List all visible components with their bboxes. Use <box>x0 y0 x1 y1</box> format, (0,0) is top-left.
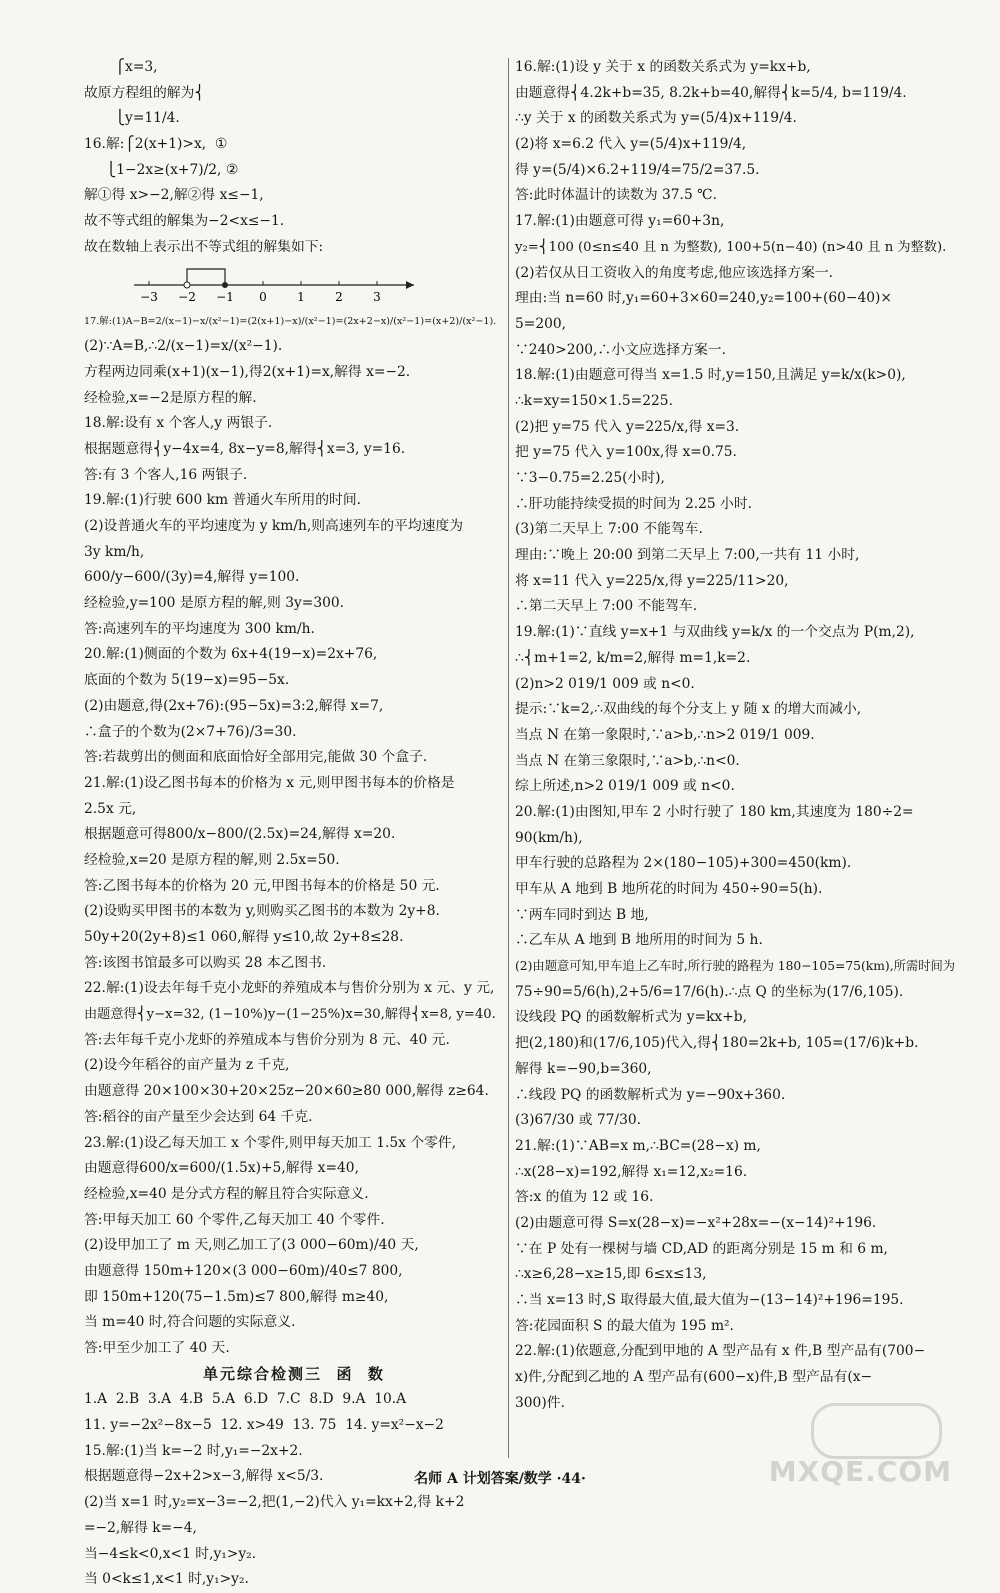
left-column-line: 答:甲至少加工了 40 天. <box>84 1340 230 1356</box>
axis-tick-label: −2 <box>178 289 196 304</box>
left-column-line: 当 0<k≤1,x<1 时,y₁>y₂. <box>84 1571 249 1588</box>
left-column-line: (2)当 x=1 时,y₂=x−3=−2,把(1,−2)代入 y₁=kx+2,得 k+2 <box>84 1494 465 1511</box>
number-line-figure <box>84 261 504 309</box>
left-column-line: 19.解:(1)行驶 600 km 普通火车所用的时间. <box>84 492 362 509</box>
left-column-line: (2)由题意,得(2x+76):(95−5x)=3:2,解得 x=7, <box>84 697 384 714</box>
right-column-line: 18.解:(1)由题意可得当 x=1.5 时,y=150,且满足 y=k/x(k>0), <box>515 367 906 384</box>
left-column-line: =−2,解得 k=−4, <box>84 1519 197 1536</box>
right-column-line: ∴k=xy=150×1.5=225. <box>515 392 673 409</box>
left-column-line: 经检验,x=20 是原方程的解,则 2.5x=50. <box>84 851 340 868</box>
right-column-line: 甲车从 A 地到 B 地所花的时间为 450÷90=5(h). <box>515 881 823 897</box>
left-column-line: 11. y=−2x²−8x−5 12. x>49 13. 75 14. y=x²−x−2 <box>84 1417 444 1434</box>
left-column-line: 20.解:(1)侧面的个数为 6x+4(19−x)=2x+76, <box>84 646 378 663</box>
right-column-line: ∴y 关于 x 的函数关系式为 y=(5/4)x+119/4. <box>515 110 797 127</box>
right-column-line: 300)件. <box>515 1394 565 1411</box>
left-column-line: (2)设普通火车的平均速度为 y km/h,则高速列车的平均速度为 <box>84 518 464 534</box>
left-column-line: 答:稻谷的亩产量至少会达到 64 千克. <box>84 1108 313 1125</box>
right-column-line: ∴当 x=13 时,S 取得最大值,最大值为−(13−14)²+196=195. <box>515 1292 904 1308</box>
right-column-line: (2)把 y=75 代入 y=225/x,得 x=3. <box>515 418 740 435</box>
left-column-line: ∴盒子的个数为(2×7+76)/3=30. <box>84 723 297 740</box>
left-column-line: 底面的个数为 5(19−x)=95−5x. <box>84 672 290 689</box>
right-column-line: 将 x=11 代入 y=225/x,得 y=225/11>20, <box>515 572 789 589</box>
page-footer: 名师 A 计划答案/数学 ·44· <box>414 1471 586 1487</box>
left-column-line: 当−4≤k<0,x<1 时,y₁>y₂. <box>84 1545 257 1562</box>
right-column-line: 16.解:(1)设 y 关于 x 的函数关系式为 y=kx+b, <box>515 59 811 75</box>
left-column-line: 由题意得600/x=600/(1.5x)+5,解得 x=40, <box>84 1160 359 1177</box>
closed-endpoint <box>222 282 228 288</box>
left-column-line: 答:该图书馆最多可以购买 28 本乙图书. <box>84 954 327 971</box>
left-column-line: 1.A 2.B 3.A 4.B 5.A 6.D 7.C 8.D 9.A 10.A <box>84 1391 407 1408</box>
right-column-line: 综上所述,n>2 019/1 009 或 n<0. <box>515 778 735 795</box>
left-column-line: 经检验,y=100 是原方程的解,则 3y=300. <box>84 595 345 612</box>
right-column-line: 当点 N 在第一象限时,∵a>b,∴n>2 019/1 009. <box>515 726 815 743</box>
right-column-line: ∴肝功能持续受损的时间为 2.25 小时. <box>515 495 753 512</box>
axis-tick-label: −3 <box>140 289 158 304</box>
right-column-line: 设线段 PQ 的函数解析式为 y=kx+b, <box>515 1009 747 1026</box>
right-column-line: ∴⎨m+1=2, k/m=2,解得 m=1,k=2. <box>515 649 751 666</box>
right-column-line: 由题意得⎨4.2k+b=35, 8.2k+b=40,解得⎨k=5/4, b=119/4. <box>515 84 907 101</box>
right-column-line: 75÷90=5/6(h),2+5/6=17/6(h).∴点 Q 的坐标为(17/6,105). <box>515 983 904 1000</box>
left-column-line: 经检验,x=40 是分式方程的解且符合实际意义. <box>84 1185 369 1202</box>
right-column-line: 17.解:(1)由题意可得 y₁=60+3n, <box>515 213 725 230</box>
left-column-line: 解①得 x>−2,解②得 x≤−1, <box>84 187 264 204</box>
axis-tick-label: −1 <box>216 289 234 304</box>
left-column-line: 50y+20(2y+8)≤1 060,解得 y≤10,故 2y+8≤28. <box>84 929 404 945</box>
left-column-line: 由题意得 150m+120×(3 000−60m)/40≤7 800, <box>84 1262 403 1279</box>
right-column-line: (2)由题意可得 S=x(28−x)=−x²+28x=−(x−14)²+196. <box>515 1214 877 1231</box>
left-column-line: 由题意得⎨y−x=32, (1−10%)y−(1−25%)x=30,解得⎨x=8, y=40. <box>84 1007 496 1023</box>
right-column-line: ∵240>200,∴小文应选择方案一. <box>515 341 726 358</box>
right-column-line: 5=200, <box>515 315 567 332</box>
left-column-line: 15.解:(1)当 k=−2 时,y₁=−2x+2. <box>84 1442 303 1459</box>
left-column-line: (2)设甲加工了 m 天,则乙加工了(3 000−60m)/40 天, <box>84 1237 419 1254</box>
right-column-line: 理由:∵晚上 20:00 到第二天早上 7:00,一共有 11 小时, <box>515 547 860 564</box>
left-column-line: 经检验,x=−2是原方程的解. <box>84 389 257 406</box>
left-column-line: 根据题意得⎨y−4x=4, 8x−y=8,解得⎨x=3, y=16. <box>84 440 406 457</box>
right-column-line: 答:此时体温计的读数为 37.5 ℃. <box>515 187 717 204</box>
right-column-line: 90(km/h), <box>515 829 583 846</box>
right-column-line: (3)第二天早上 7:00 不能驾车. <box>515 521 703 538</box>
right-column-line: ∴线段 PQ 的函数解析式为 y=−90x+360. <box>515 1086 786 1103</box>
right-column-line: 把(2,180)和(17/6,105)代入,得⎨180=2k+b, 105=(17/6)k+b. <box>515 1035 919 1052</box>
right-column-line: ∴x≥6,28−x≥15,即 6≤x≤13, <box>515 1266 707 1283</box>
left-column-line: 答:甲每天加工 60 个零件,乙每天加工 40 个零件. <box>84 1211 385 1228</box>
right-column-line: 答:花园面积 S 的最大值为 195 m². <box>515 1317 734 1334</box>
left-column-line: ⎧x=3, <box>84 59 158 75</box>
left-column-line: 答:若裁剪出的侧面和底面恰好全部用完,能做 30 个盒子. <box>84 749 428 766</box>
watermark-text: MXQE.COM <box>768 1455 952 1488</box>
right-column-line: 解得 k=−90,b=360, <box>515 1060 652 1077</box>
axis-tick-label: 2 <box>335 289 343 304</box>
right-column-line: x)件,分配到乙地的 A 型产品有(600−x)件,B 型产品有(x− <box>515 1369 873 1386</box>
left-column-line: 22.解:(1)设去年每千克小龙虾的养殖成本与售价分别为 x 元、y 元, <box>84 980 495 997</box>
right-column-line: (3)67/30 或 77/30. <box>515 1112 642 1129</box>
left-column-line: (2)设今年稻谷的亩产量为 z 千克, <box>84 1057 290 1074</box>
axis-tick-label: 1 <box>297 289 305 304</box>
right-column-line: y₂=⎨100 (0≤n≤40 且 n 为整数), 100+5(n−40) (n>40 且 n 为整数). <box>515 239 947 255</box>
left-column-line: 18.解:设有 x 个客人,y 两银子. <box>84 415 273 432</box>
left-column-line: 2.5x 元, <box>84 800 137 817</box>
open-endpoint <box>184 282 190 288</box>
left-column-line: 即 150m+120(75−1.5m)≤7 800,解得 m≥40, <box>84 1288 389 1305</box>
number-line-svg <box>124 263 424 307</box>
left-column-line: 600/y−600/(3y)=4,解得 y=100. <box>84 569 300 586</box>
right-column-line: ∴第二天早上 7:00 不能驾车. <box>515 598 698 615</box>
right-column-line: 19.解:(1)∵直线 y=x+1 与双曲线 y=k/x 的一个交点为 P(m,2), <box>515 624 915 641</box>
left-column-line: 答:乙图书每本的价格为 20 元,甲图书每本的价格是 50 元. <box>84 877 440 894</box>
left-column-line: ⎩y=11/4. <box>84 110 180 127</box>
left-column-line: 答:去年每千克小龙虾的养殖成本与售价分别为 8 元、40 元. <box>84 1031 450 1048</box>
watermark-logo <box>768 1403 952 1488</box>
axis-arrow-icon <box>406 281 414 289</box>
left-column-line: 16.解:⎧2(x+1)>x, ① <box>84 136 228 153</box>
right-column <box>515 55 955 1416</box>
left-column <box>84 55 504 1593</box>
right-column-line: 答:x 的值为 12 或 16. <box>515 1189 654 1206</box>
left-column-line: 当 m=40 时,符合问题的实际意义. <box>84 1314 296 1331</box>
watermark-badge-icon <box>811 1403 942 1459</box>
left-column-line: (2)设购买甲图书的本数为 y,则购买乙图书的本数为 2y+8. <box>84 903 440 920</box>
right-column-line: 提示:∵k=2,∴双曲线的每个分支上 y 随 x 的增大而减小, <box>515 701 862 718</box>
left-column-line: 根据题意可得800/x−800/(2.5x)=24,解得 x=20. <box>84 826 396 843</box>
left-column-line: 3y km/h, <box>84 543 145 560</box>
right-column-line: ∴乙车从 A 地到 B 地所用的时间为 5 h. <box>515 932 763 949</box>
right-column-line: 20.解:(1)由图知,甲车 2 小时行驶了 180 km,其速度为 180÷2= <box>515 803 914 820</box>
right-column-line: ∴x(28−x)=192,解得 x₁=12,x₂=16. <box>515 1163 748 1180</box>
left-column-line: 故在数轴上表示出不等式组的解集如下: <box>84 238 324 255</box>
right-column-line: (2)将 x=6.2 代入 y=(5/4)x+119/4, <box>515 136 747 153</box>
right-column-line: 21.解:(1)∵AB=x m,∴BC=(28−x) m, <box>515 1137 761 1154</box>
right-column-line: 22.解:(1)依题意,分配到甲地的 A 型产品有 x 件,B 型产品有(700− <box>515 1343 926 1360</box>
axis-tick-label: 0 <box>259 289 267 304</box>
left-column-line: ⎩1−2x≥(x+7)/2, ② <box>84 161 239 178</box>
solution-interval-mark <box>187 269 225 285</box>
right-column-line: (2)由题意可知,甲车追上乙车时,所行驶的路程为 180−105=75(km),所需时间为 <box>515 959 955 974</box>
right-column-line: ∵在 P 处有一棵树与墙 CD,AD 的距离分别是 15 m 和 6 m, <box>515 1240 888 1257</box>
right-column-line: ∵3−0.75=2.25(小时), <box>515 470 665 486</box>
left-column-line: 方程两边同乘(x+1)(x−1),得2(x+1)=x,解得 x=−2. <box>84 363 411 380</box>
left-column-line: (2)∵A=B,∴2/(x−1)=x/(x²−1). <box>84 338 283 355</box>
right-column-line: 甲车行驶的总路程为 2×(180−105)+300=450(km). <box>515 855 852 872</box>
left-column-line: 由题意得 20×100×30+20×25z−20×60≥80 000,解得 z≥64. <box>84 1083 489 1100</box>
right-column-line: 得 y=(5/4)×6.2+119/4=75/2=37.5. <box>515 161 760 178</box>
left-column-line: 21.解:(1)设乙图书每本的价格为 x 元,则甲图书每本的价格是 <box>84 774 455 791</box>
right-column-line: ∵两车同时到达 B 地, <box>515 906 649 923</box>
left-column-line: 故原方程组的解为⎨ <box>84 84 205 101</box>
right-column-line: 当点 N 在第三象限时,∵a>b,∴n<0. <box>515 752 740 769</box>
left-column-line: 答:有 3 个客人,16 两银子. <box>84 466 248 483</box>
left-column-line: 根据题意得−2x+2>x−3,解得 x<5/3. <box>84 1468 324 1485</box>
axis-tick-label: 3 <box>373 289 381 304</box>
right-column-line: (2)n>2 019/1 009 或 n<0. <box>515 675 695 692</box>
left-column-line: 17.解:(1)A−B=2/(x−1)−x/(x²−1)=(2(x+1)−x)/(x²−1)=(2x+2−x)/(x²−1)=(x+2)/(x²−1). <box>84 315 497 327</box>
left-column-line: 单元综合检测三 函 数 <box>203 1364 385 1383</box>
right-column-line: 把 y=75 代入 y=100x,得 x=0.75. <box>515 444 737 461</box>
left-column-line: 答:高速列车的平均速度为 300 km/h. <box>84 620 315 637</box>
left-column-line: 故不等式组的解集为−2<x≤−1. <box>84 213 285 230</box>
right-column-line: 理由:当 n=60 时,y₁=60+3×60=240,y₂=100+(60−40)× <box>515 290 892 307</box>
left-column-line: 23.解:(1)设乙每天加工 x 个零件,则甲每天加工 1.5x 个零件, <box>84 1134 457 1151</box>
right-column-line: (2)若仅从日工资收入的角度考虑,他应该选择方案一. <box>515 264 834 281</box>
column-divider <box>508 58 509 1458</box>
